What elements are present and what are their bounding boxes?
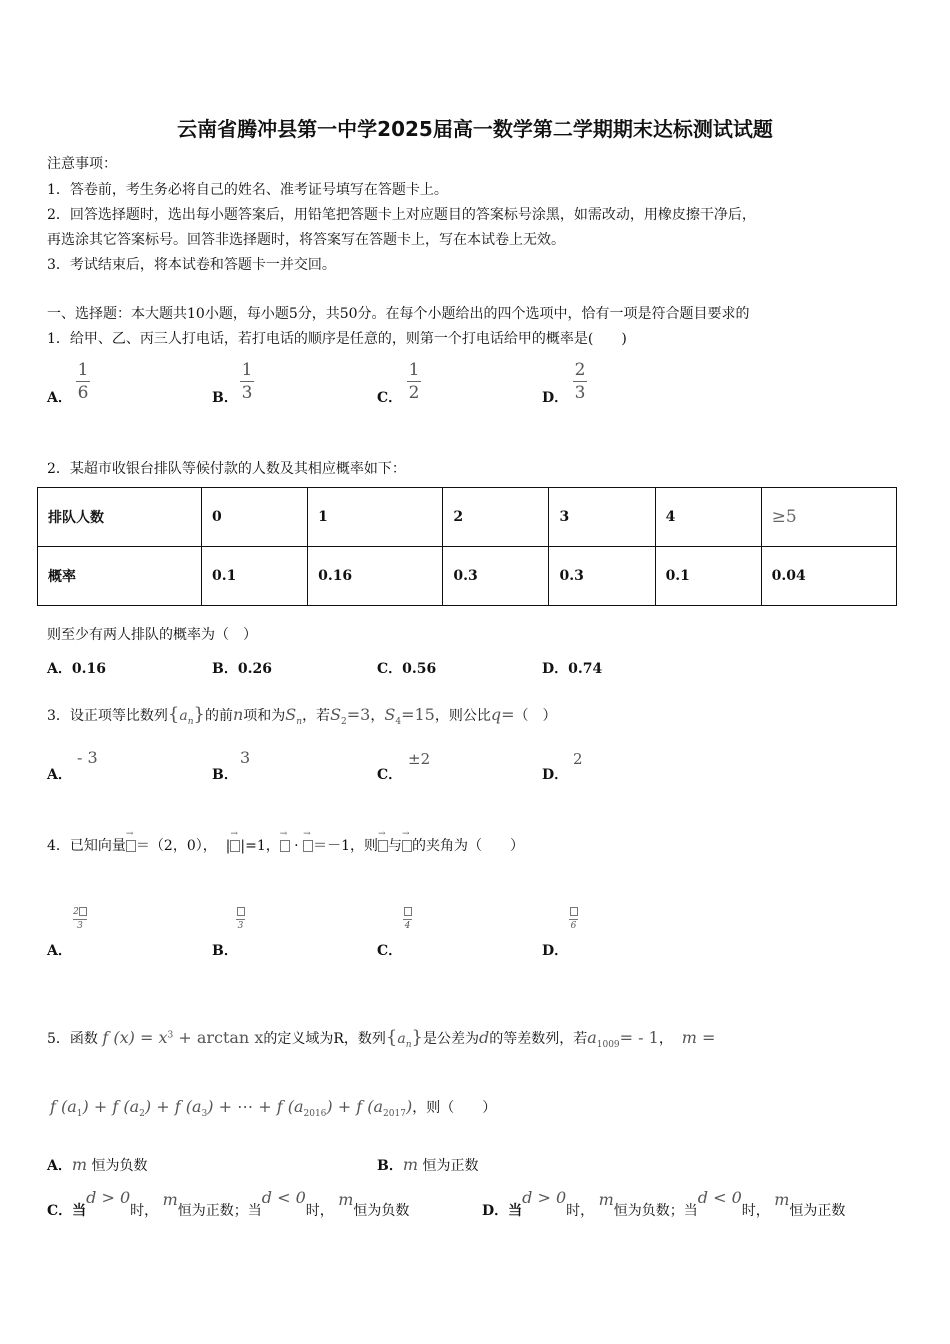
notice-item: 1．答卷前，考生务必将自己的姓名、准考证号填写在答题卡上。 [47,182,448,198]
q4-option-c-label: C． [377,943,403,959]
vector-a-symbol: → [126,838,136,854]
q4-option-b-label: B． [212,943,238,959]
vector-b-symbol: → [230,838,240,854]
vector-b-symbol: → [402,838,412,854]
q1-option-c-label: C． [377,390,403,406]
notice-item: 2．回答选择题时，选出每小题答案后，用铅笔把答题卡上对应题目的答案标号涂黑，如需改动，用橡皮擦干净后， [47,207,756,223]
q1-option-b-fraction: 1 3 [241,360,253,403]
q2-question: 则至少有两人排队的概率为（ ） [47,627,257,643]
notice-item: 再选涂其它答案标号。回答非选择题时，将答案写在答题卡上，写在本试卷上无效。 [47,232,565,248]
q4-option-d-label: D． [542,943,569,959]
q1-option-a-fraction: 1 6 [77,360,89,403]
q4-option-c-fraction: 4 [403,907,412,932]
table-row [38,488,897,547]
q3-option-d-value: 2 [573,750,583,768]
q2-stem: 2．某超市收银台排队等候付款的人数及其相应概率如下： [47,461,406,477]
q3-option-b-value: 3 [240,748,251,767]
q1-option-d-label: D． [542,390,569,406]
table-cell: 0.3 [549,547,655,606]
vector-a-symbol: → [378,838,388,854]
table-cell: 0.16 [308,547,443,606]
page-title: 云南省腾冲县第一中学2025届高一数学第二学期期末达标测试试题 [177,117,773,141]
table-cell: 0 [202,488,308,547]
q1-option-a-label: A． [47,390,72,406]
table-cell: 3 [549,488,655,547]
table-cell: ≥5 [761,488,896,547]
q4-option-b-fraction: 3 [236,907,245,932]
q3-option-b-label: B． [212,767,238,783]
q5-option-d: D．当d > 0时， m恒为负数；当d < 0时， m恒为正数 [482,1188,846,1219]
q5-option-b: B．m 恒为正数 [377,1155,479,1174]
q3-option-a-value: - 3 [77,748,98,767]
q1-option-b-label: B． [212,390,238,406]
q4-option-a-fraction: 2 3 [73,907,87,932]
q3-option-a-label: A． [47,767,72,783]
table-cell: 0.1 [202,547,308,606]
q1-option-c-fraction: 1 2 [408,360,420,403]
q4-stem: 4．已知向量 → ＝（2，0）， | → |=1， → · → ＝－1，则 → 与 → 的夹角为（ ） [47,829,525,854]
table-cell: 0.3 [443,547,549,606]
table-cell: 2 [443,488,549,547]
table-cell: 0.04 [761,547,896,606]
table-cell: 4 [655,488,761,547]
section-heading: 一、选择题：本大题共10小题，每小题5分，共50分。在每个小题给出的四个选项中，恰有一项是符合题目要求的 [47,306,750,322]
notice-heading: 注意事项： [47,156,117,172]
q2-option-a: A．0.16 [47,661,106,677]
q3-option-c-value: ±2 [408,750,431,768]
table-cell: 概率 [38,547,202,606]
q5-option-a: A．m 恒为负数 [47,1155,148,1174]
q3-option-c-label: C． [377,767,403,783]
vector-b-symbol: → [303,838,313,854]
notice-item: 3．考试结束后，将本试卷和答题卡一并交回。 [47,257,336,273]
table-cell: 0.1 [655,547,761,606]
q5-option-c: C．当d > 0时， m恒为正数；当d < 0时， m恒为负数 [47,1188,410,1219]
q5-sum-expression: f $(a_1) + f$ $(a_2) + f$ $(a_3)$ + ⋯ + f $(a_{2016}) + f$ $(a_{2017})$，则（ ） [50,1097,497,1120]
q3-stem: 3．设正项等比数列$\{a_n\}$的前n项和为$S_n$，若$S_2=3$，$S_4=15$，则公比q=（ ） [47,704,557,727]
q4-option-d-fraction: 6 [569,907,578,932]
q3-option-d-label: D． [542,767,569,783]
q4-option-a-label: A． [47,943,72,959]
table-cell: 排队人数 [38,488,202,547]
q1-stem: 1．给甲、乙、丙三人打电话，若打电话的顺序是任意的，则第一个打电话给甲的概率是( ) [47,331,627,347]
q2-probability-table [37,487,897,606]
q5-stem: 5．函数 f $(x) = x^3 + \arctan x$的定义域为R，数列$\{a_n\}$是公差为d的等差数列，若$a_{1009}= - 1$， m = [47,1027,716,1050]
vector-a-symbol: → [280,838,290,854]
table-row [38,547,897,606]
q2-option-d: D．0.74 [542,661,603,677]
q2-option-b: B．0.26 [212,661,272,677]
q2-option-c: C．0.56 [377,661,437,677]
table-cell: 1 [308,488,443,547]
q1-option-d-fraction: 2 3 [574,360,586,403]
